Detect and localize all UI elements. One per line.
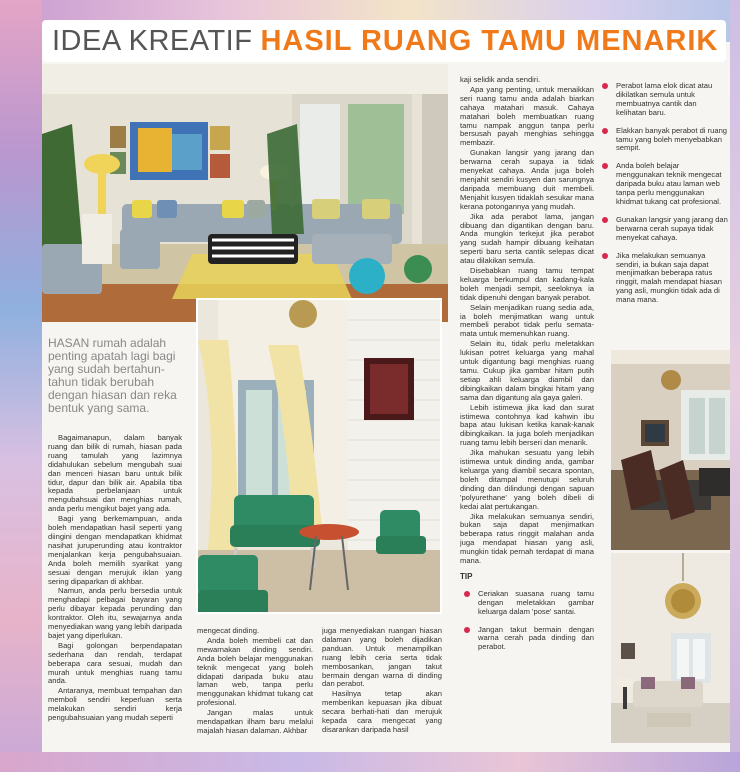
living-room-photo-green-sofa: [196, 298, 442, 614]
living-room-photo-white: [611, 553, 730, 743]
column-1-paragraph: Bagi golongan berpendapatan sederhana dan rendah, terdapat beberapa cara sesuai, mudah dan murah untuk menghias ruang tamu anda.: [48, 640, 182, 686]
column-4-paragraph: Apa yang penting, untuk menaikkan seri ruang tamu anda adalah biarkan cahaya matahari masuk. Cahaya matahari boleh membuatkan ruang tamu nampak anggun tanpa perlu bersusah payah menghias sehingga membazir.: [460, 84, 594, 148]
decorative-left-border: [0, 0, 42, 772]
column-4-paragraph: kaji selidik anda sendiri.: [460, 76, 541, 84]
tip-item: [598, 82, 728, 118]
column-4-paragraph: Jika mahukan sesuatu yang lebih istimewa untuk dinding anda, gambar keluarga yang diambil secara spontan, boleh ditampal menutupi seluruh dinding dan dilindungi dengan sapuan 'polyurethane' yang boleh dibeli di kedai alat pertukangan.: [460, 448, 594, 511]
tip-item: [460, 590, 594, 617]
article-lede: HASAN rumah adalah penting apatah lagi bagi yang sudah bertahun-tahun tidak berubah dengan hiasan dan reka bentuk yang sama.: [48, 336, 177, 415]
tip-item: [460, 626, 594, 653]
column-1-paragraph: Bagaimanapun, dalam banyak ruang dan bilik di rumah, hiasan pada ruang tamulah yang lazimnya didahulukan sebelum mengubah suai dan menceri hiasan baru untuk bilik tidur, dapur dan bilik air. Apabila tiba kepada perbelanjaan untuk mengubahsuai dan menghias rumah, anda perlu mengikut bajet yang ada.: [48, 434, 182, 514]
headline-part-2: HASIL RUANG TAMU MENARIK: [260, 24, 719, 57]
column-4-paragraph: Selain menjadikan ruang sedia ada, ia boleh menjimatkan wang untuk membeli perabot tidak perlu semata-mata untuk memenuhkan ruang.: [460, 302, 594, 339]
column-4-paragraph: Selain itu, tidak perlu meletakkan lukisan potret keluarga yang mahal untuk digantung bagi menghias ruang tamu. Cukup jika gambar hitam putih setiap ahli keluarga diambil dan dibingkaikan dalam bingkai hitam yang sama dan digantung ala gaya galeri.: [460, 339, 594, 402]
bullet-dot-icon: [602, 253, 608, 259]
headline-part-1: IDEA KREATIF: [52, 24, 253, 57]
tip-item: [598, 127, 728, 154]
bullet-dot-icon: [602, 128, 608, 134]
article-column-4: [460, 76, 594, 744]
tip-item-text: Jangan takut bermain dengan warna cerah pada dinding dan perabot.: [478, 624, 594, 652]
tip-item-text: Jika melakukan semuanya sendiri, ia bukan saja dapat menjimatkan beberapa ratus ringgit, malah mendapat hiasan yang asli, mungkin tidak ada di mana mana.: [616, 250, 722, 305]
bullet-dot-icon: [464, 627, 470, 633]
tip-item-text: Gunakan langsir yang jarang dan berwarna cerah supaya tidak menyekat cahaya.: [616, 214, 728, 242]
column-1-paragraph: Namun, anda perlu bersedia untuk menghadapi pelbagai bayaran yang perlu dibayar kepada perunding dan kontraktor. Oleh itu, sewajarnya anda menyediakan wang yang lebih daripada bajet yang diperlukan.: [48, 586, 182, 640]
column-1-paragraph: Bagi yang berkemampuan, anda boleh mendapatkan hasil seperti yang diingini dengan mendapatkan khidmat nasihat juruperunding atau kontraktor menjalankan kerja pengubahsuaian. Anda boleh memilih syarikat yang sesuai dengan merujuk iklan yang sering dipaparkan di akhbar.: [48, 514, 182, 586]
column-4-paragraph: Disebabkan ruang tamu tempat keluarga berkumpul dan kadang-kala boleh menjadi sempit, seeloknya ia tidak dipenuhi dengan banyak perabot.: [460, 266, 594, 302]
column-2-paragraph: mengecat dinding.: [197, 627, 260, 635]
decorative-bottom-border: [0, 752, 740, 772]
article-column-2: [197, 627, 313, 745]
tip-item-text: Ceriakan suasana ruang tamu dengan meletakkan gambar keluarga dalam 'pose' santai.: [478, 588, 594, 616]
tip-heading: TIP: [460, 571, 473, 581]
living-room-photo-main: [42, 64, 448, 322]
article-column-3: [322, 627, 442, 745]
bullet-dot-icon: [602, 83, 608, 89]
column-1-paragraph: Antaranya, membuat tempahan dan memboli sendiri keperluan serta melakukan sendiri kerja pengubahsuaian yang mudah seperti: [48, 686, 182, 723]
article-column-1: [48, 434, 182, 744]
column-2-paragraph: Jangan malas untuk mendapatkan ilham baru melalui majalah hiasan dalaman. Akhbar: [197, 708, 313, 735]
tip-item-text: Perabot lama elok dicat atau dikilatkan semula untuk membuatnya cantik dan kelihatan baru.: [616, 82, 713, 117]
tip-item-text: Anda boleh belajar menggunakan teknik mengecat daripada buku atau laman web tanpa perlu menggunakan khidmat tukang cat profesional.: [616, 161, 722, 206]
bullet-dot-icon: [602, 163, 608, 169]
tip-item: [598, 252, 728, 305]
tip-item-text: Elakkan banyak perabot di ruang tamu yang boleh menyebabkan sempit.: [616, 125, 728, 153]
bullet-dot-icon: [602, 217, 608, 223]
bullet-dot-icon: [464, 591, 470, 597]
column-4-paragraph: Lebih istimewa jika kad dan surat istimewa contohnya kad kahwin ibu bapa atau lukisan ketika kanak-kanak dibingkaikan. Ia juga boleh menjadikan ruang tamu lebih berseri dan menarik.: [460, 402, 594, 448]
tip-item: [598, 162, 728, 207]
article-column-5-tips: [598, 82, 728, 344]
column-3-paragraph: Hasilnya tetap akan memberikan kepuasan jika dibuat secara berhati-hati dan merujuk kepada cara mengecat yang disarankan daripada hasil: [322, 689, 442, 734]
column-4-paragraph: Jika ada perabot lama, jangan dibuang dan digantikan dengan baru. Anda mungkin terkejut jika perabot yang sudah hampir dibuang keihatan seperti baru serta cantik selepas dicat atau dilakikan semula.: [460, 211, 594, 266]
tip-item: [598, 216, 728, 243]
column-4-paragraph: Gunakan langsir yang jarang dan berwarna cerah supaya ia tidak menyekat cahaya. Anda juga boleh menjahit sendiri kusyen dan sarungnya daripada membuang duit membeli. Menjahit kusyen tidaklah sesukar mana kerana potongannya yang mudah.: [460, 148, 594, 211]
column-4-paragraph: Jika melakukan semuanya sendiri, bukan saja dapat menjimatkan beberapa ratus ringgit malahan anda juga mendapat hiasan yang asli, mungkin tidak pernah terdapat di mana mana.: [460, 511, 594, 566]
living-room-photo-armchairs: [611, 350, 730, 550]
decorative-right-border: [730, 0, 740, 772]
column-2-paragraph: Anda boleh membeli cat dan mewarnakan dinding sendiri. Anda boleh belajar menggunakan teknik mengecat yang boleh didapati daripada buku atau laman web, tanpa perlu menggunakan khidmat tukang cat profesional.: [197, 635, 313, 708]
headline: [42, 20, 726, 62]
column-3-paragraph: juga menyediakan ruangan hiasan dalaman yang boleh dijadikan panduan. Untuk menampilkan ruang lebih ceria serta tidak membosankan, jangan takut bermain dengan warna di dinding dan perabot.: [322, 627, 442, 689]
